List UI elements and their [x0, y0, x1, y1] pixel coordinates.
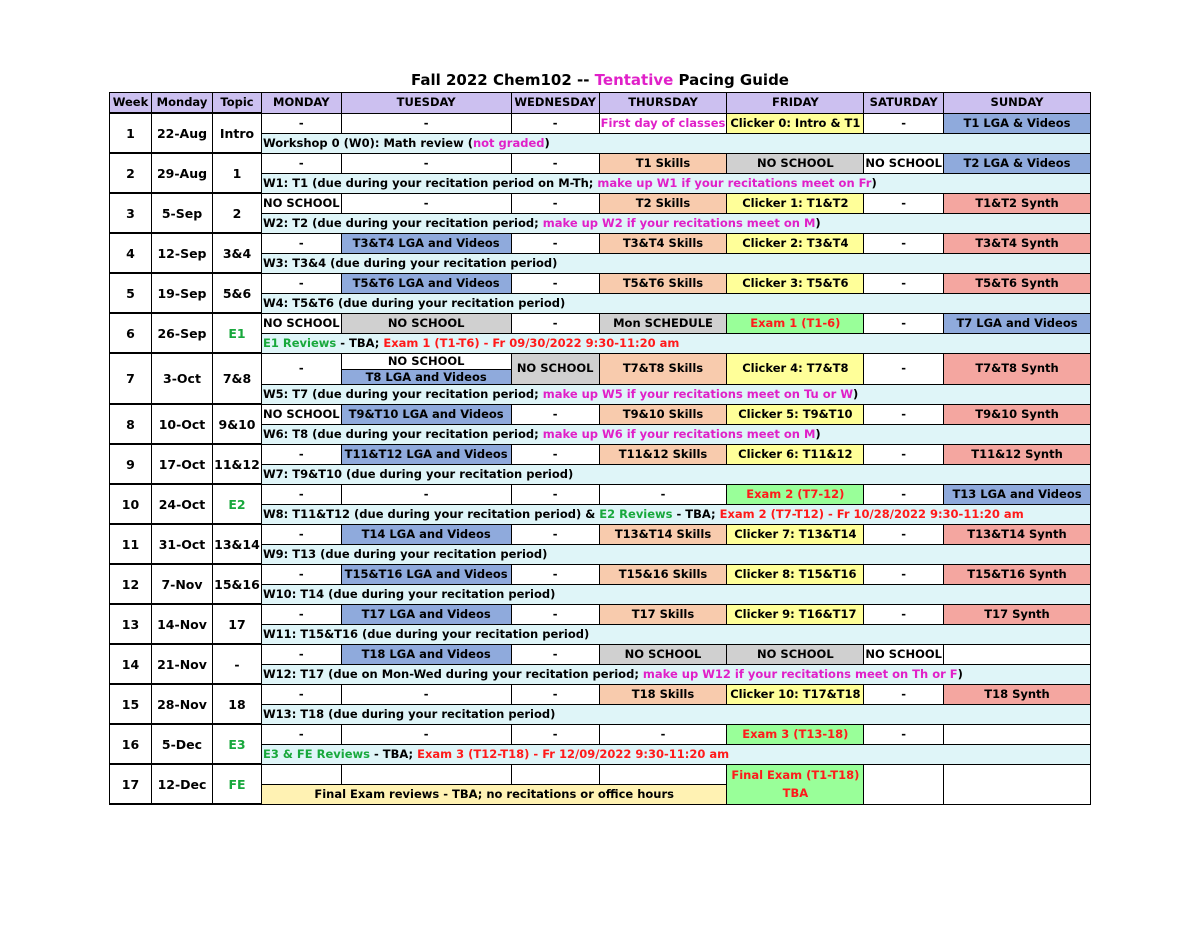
cell-fri: Clicker 7: T13&T14	[727, 524, 864, 544]
header-monday-date: Monday	[152, 93, 213, 114]
cell-sat: -	[864, 353, 944, 384]
page-title	[110, 68, 1091, 93]
week-topic: Intro	[213, 113, 262, 153]
cell-mon: -	[262, 604, 342, 624]
cell-tue: T5&T6 LGA and Videos	[341, 273, 511, 293]
cell-sat: -	[864, 604, 944, 624]
week-monday-date: 5-Sep	[152, 193, 213, 233]
week-topic: 15&16	[213, 564, 262, 604]
week-monday-date: 29-Aug	[152, 153, 213, 193]
cell-fri: Clicker 8: T15&T16	[727, 564, 864, 584]
cell-tue: T15&T16 LGA and Videos	[341, 564, 511, 584]
week-note	[262, 293, 1091, 313]
cell-fri: Clicker 2: T3&T4	[727, 233, 864, 253]
cell-wed: -	[511, 444, 599, 464]
cell-tue: -	[341, 153, 511, 173]
week-topic: 3&4	[213, 233, 262, 273]
cell-tue: -	[341, 724, 511, 744]
week-monday-date: 3-Oct	[152, 353, 213, 404]
week-row	[110, 193, 1091, 213]
cell-thu: T1 Skills	[599, 153, 727, 173]
week-note-segment: )	[957, 666, 963, 681]
week-note-segment: W11: T15&T16 (due during your recitation period)	[263, 626, 590, 641]
week-note-segment: make up W12 if your recitations meet on Th or F	[642, 666, 958, 681]
cell-thu: T3&T4 Skills	[599, 233, 727, 253]
week-number: 14	[110, 644, 152, 684]
cell-sat: -	[864, 273, 944, 293]
cell-sat: -	[864, 313, 944, 333]
cell-tue: NO SCHOOL	[341, 313, 511, 333]
week-note-segment: W10: T14 (due during your recitation period)	[263, 586, 556, 601]
week-monday-date: 10-Oct	[152, 404, 213, 444]
week-note-segment: make up W6 if your recitations meet on M	[542, 426, 816, 441]
week-row	[110, 524, 1091, 544]
cell-wed: -	[511, 604, 599, 624]
cell-fri: Clicker 1: T1&T2	[727, 193, 864, 213]
cell-sun	[944, 724, 1091, 744]
week-topic: FE	[213, 764, 262, 804]
header-sun: SUNDAY	[944, 93, 1091, 114]
cell-thu: T13&T14 Skills	[599, 524, 727, 544]
week-note-segment: make up W2 if your recitations meet on M	[542, 215, 816, 230]
cell-fri: Clicker 6: T11&12	[727, 444, 864, 464]
week-number: 9	[110, 444, 152, 484]
week-note-segment: )	[815, 215, 821, 230]
cell-fri: Clicker 3: T5&T6	[727, 273, 864, 293]
header-tue: TUESDAY	[341, 93, 511, 114]
week-monday-date: 19-Sep	[152, 273, 213, 313]
week-note-segment: E1 Reviews	[263, 335, 337, 350]
cell-sun: T15&T16 Synth	[944, 564, 1091, 584]
header-topic: Topic	[213, 93, 262, 114]
week-row	[110, 113, 1091, 133]
cell-fri: NO SCHOOL	[727, 644, 864, 664]
cell-sun: T13&T14 Synth	[944, 524, 1091, 544]
week-number: 15	[110, 684, 152, 724]
cell-sun	[944, 764, 1091, 804]
week-monday-date: 21-Nov	[152, 644, 213, 684]
week-row	[110, 153, 1091, 173]
week-row	[110, 564, 1091, 584]
week-topic: E3	[213, 724, 262, 764]
cell-wed: -	[511, 564, 599, 584]
week-row	[110, 353, 1091, 384]
cell-tue: T11&T12 LGA and Videos	[341, 444, 511, 464]
cell-sat: -	[864, 564, 944, 584]
week-note-segment: E3 & FE Reviews	[263, 746, 370, 761]
cell-thu: First day of classes	[599, 113, 727, 133]
cell-tue: T14 LGA and Videos	[341, 524, 511, 544]
cell-tue: T18 LGA and Videos	[341, 644, 511, 664]
cell-fri: Clicker 10: T17&T18	[727, 684, 864, 704]
week-note-segment: W3: T3&4 (due during your recitation period)	[263, 255, 558, 270]
cell-sat: NO SCHOOL	[864, 644, 944, 664]
week-note-segment: - TBA;	[336, 335, 384, 350]
week-monday-date: 26-Sep	[152, 313, 213, 353]
cell-wed: -	[511, 193, 599, 213]
cell-thu: -	[599, 724, 727, 744]
week-number: 13	[110, 604, 152, 644]
cell-tue: -	[341, 193, 511, 213]
cell-wed: -	[511, 524, 599, 544]
cell-wed: -	[511, 404, 599, 424]
cell-mon: NO SCHOOL	[262, 193, 342, 213]
week-monday-date: 22-Aug	[152, 113, 213, 153]
cell-tue: T9&T10 LGA and Videos	[341, 404, 511, 424]
cell-thu: T15&16 Skills	[599, 564, 727, 584]
week-note-segment: W1: T1 (due during your recitation period on M-Th;	[263, 175, 598, 190]
cell-thu: NO SCHOOL	[599, 644, 727, 664]
week-number: 16	[110, 724, 152, 764]
week-note	[262, 584, 1091, 604]
week-number: 4	[110, 233, 152, 273]
week-topic: 9&10	[213, 404, 262, 444]
week-note-segment: make up W1 if your recitations meet on Fr	[597, 175, 872, 190]
cell-thu: Mon SCHEDULE	[599, 313, 727, 333]
cell-mon: -	[262, 644, 342, 664]
cell-tue: -	[341, 484, 511, 504]
cell-mon: -	[262, 724, 342, 744]
cell-sat: -	[864, 684, 944, 704]
cell-sun	[944, 644, 1091, 664]
week-row	[110, 764, 1091, 784]
week-monday-date: 7-Nov	[152, 564, 213, 604]
week-note	[262, 544, 1091, 564]
cell-tue: T17 LGA and Videos	[341, 604, 511, 624]
week-topic: 5&6	[213, 273, 262, 313]
week-note-segment: Exam 1 (T1-T6) - Fr 09/30/2022 9:30-11:20 am	[383, 335, 680, 350]
week-monday-date: 12-Dec	[152, 764, 213, 804]
week-note-segment: - TBA;	[369, 746, 418, 761]
header-sat: SATURDAY	[864, 93, 944, 114]
cell-sun: T1 LGA & Videos	[944, 113, 1091, 133]
cell-fri: Exam 2 (T7-12)	[727, 484, 864, 504]
week-note-segment: - TBA;	[672, 506, 720, 521]
week-note-segment: )	[871, 175, 877, 190]
week-topic: 17	[213, 604, 262, 644]
cell-fri: Clicker 4: T7&T8	[727, 353, 864, 384]
header-fri: FRIDAY	[727, 93, 864, 114]
week-row	[110, 644, 1091, 664]
week-number: 3	[110, 193, 152, 233]
cell-mon: -	[262, 153, 342, 173]
cell-wed: -	[511, 113, 599, 133]
cell-mon: -	[262, 444, 342, 464]
week-topic: E2	[213, 484, 262, 524]
cell-mon: -	[262, 353, 342, 384]
week-row	[110, 724, 1091, 744]
week-topic: -	[213, 644, 262, 684]
cell-wed: -	[511, 313, 599, 333]
week-number: 5	[110, 273, 152, 313]
week-number: 17	[110, 764, 152, 804]
week-topic: 2	[213, 193, 262, 233]
week-number: 6	[110, 313, 152, 353]
cell-sun: T2 LGA & Videos	[944, 153, 1091, 173]
week-number: 7	[110, 353, 152, 404]
week-note-segment: W5: T7 (due during your recitation period;	[263, 386, 543, 401]
cell-mon: -	[262, 113, 342, 133]
cell-sun: T7 LGA and Videos	[944, 313, 1091, 333]
cell-wed: -	[511, 153, 599, 173]
week-note-segment: W6: T8 (due during your recitation period;	[263, 426, 543, 441]
week-note	[262, 704, 1091, 724]
pacing-guide-table	[109, 68, 1091, 805]
week-row	[110, 684, 1091, 704]
final-exam-tba: TBA	[782, 786, 809, 800]
cell-sun: T9&10 Synth	[944, 404, 1091, 424]
week-topic: 18	[213, 684, 262, 724]
cell-sat	[864, 764, 944, 804]
cell-fri: Clicker 5: T9&T10	[727, 404, 864, 424]
week-note	[262, 424, 1091, 444]
cell-sat: -	[864, 524, 944, 544]
week-note-segment: W9: T13 (due during your recitation period)	[263, 546, 548, 561]
cell-sun: T1&T2 Synth	[944, 193, 1091, 213]
week-row	[110, 404, 1091, 424]
cell-sun: T13 LGA and Videos	[944, 484, 1091, 504]
cell-fri: Exam 3 (T13-18)	[727, 724, 864, 744]
cell-sat: -	[864, 484, 944, 504]
header-wed: WEDNESDAY	[511, 93, 599, 114]
week-note-segment: )	[544, 135, 550, 150]
week-topic: 1	[213, 153, 262, 193]
week-note-segment: Workshop 0 (W0): Math review (	[263, 135, 473, 150]
cell-thu: T7&T8 Skills	[599, 353, 727, 384]
cell-sat: -	[864, 724, 944, 744]
week-monday-date: 17-Oct	[152, 444, 213, 484]
week-row	[110, 604, 1091, 624]
week-monday-date: 28-Nov	[152, 684, 213, 724]
cell-sat: -	[864, 113, 944, 133]
cell-thu: T11&12 Skills	[599, 444, 727, 464]
week-number: 11	[110, 524, 152, 564]
cell-sun: T3&T4 Synth	[944, 233, 1091, 253]
cell-thu: T2 Skills	[599, 193, 727, 213]
cell-mon: -	[262, 233, 342, 253]
week-row	[110, 233, 1091, 253]
week-note	[262, 384, 1091, 404]
title-tentative: Tentative	[594, 70, 674, 89]
week-row	[110, 444, 1091, 464]
cell-tue-bottom: T8 LGA and Videos	[342, 370, 511, 384]
cell-sat: -	[864, 233, 944, 253]
week-note	[262, 664, 1091, 684]
cell-thu: T5&T6 Skills	[599, 273, 727, 293]
cell-wed: -	[511, 233, 599, 253]
title-suffix: Pacing Guide	[673, 70, 789, 89]
cell-sun: T7&T8 Synth	[944, 353, 1091, 384]
cell-thu: -	[599, 484, 727, 504]
week-note: Final Exam reviews - TBA; no recitations or office hours	[262, 784, 727, 804]
week-note	[262, 624, 1091, 644]
week-number: 10	[110, 484, 152, 524]
cell-mon	[262, 764, 342, 784]
header-mon: MONDAY	[262, 93, 342, 114]
cell-wed: -	[511, 484, 599, 504]
cell-wed: -	[511, 644, 599, 664]
cell-thu: T18 Skills	[599, 684, 727, 704]
header-thu: THURSDAY	[599, 93, 727, 114]
week-note-segment: W13: T18 (due during your recitation period)	[263, 706, 556, 721]
cell-thu: T9&10 Skills	[599, 404, 727, 424]
cell-mon: NO SCHOOL	[262, 404, 342, 424]
cell-tue: -	[341, 113, 511, 133]
cell-sat: -	[864, 193, 944, 213]
cell-tue: T3&T4 LGA and Videos	[341, 233, 511, 253]
cell-wed	[511, 764, 599, 784]
week-topic: E1	[213, 313, 262, 353]
cell-wed: -	[511, 724, 599, 744]
week-note	[262, 333, 1091, 353]
week-note	[262, 173, 1091, 193]
cell-tue	[341, 764, 511, 784]
week-note-segment: make up W5 if your recitations meet on Tu or W	[542, 386, 854, 401]
cell-mon: -	[262, 524, 342, 544]
cell-wed: NO SCHOOL	[511, 353, 599, 384]
cell-mon: -	[262, 684, 342, 704]
week-row	[110, 273, 1091, 293]
cell-sun: T17 Synth	[944, 604, 1091, 624]
cell-sat: -	[864, 444, 944, 464]
week-note-segment: E2 Reviews	[599, 506, 673, 521]
week-note-segment: W4: T5&T6 (due during your recitation period)	[263, 295, 566, 310]
week-row	[110, 484, 1091, 504]
week-note-segment: W12: T17 (due on Mon-Wed during your recitation period;	[263, 666, 643, 681]
week-note-segment: )	[815, 426, 821, 441]
cell-tue-top: NO SCHOOL	[342, 354, 511, 370]
week-note-segment: W7: T9&T10 (due during your recitation period)	[263, 466, 574, 481]
week-monday-date: 31-Oct	[152, 524, 213, 564]
week-note	[262, 253, 1091, 273]
week-monday-date: 24-Oct	[152, 484, 213, 524]
week-monday-date: 12-Sep	[152, 233, 213, 273]
cell-fri: Clicker 0: Intro & T1	[727, 113, 864, 133]
cell-mon: NO SCHOOL	[262, 313, 342, 333]
week-monday-date: 5-Dec	[152, 724, 213, 764]
week-topic: 13&14	[213, 524, 262, 564]
cell-sun: T5&T6 Synth	[944, 273, 1091, 293]
cell-sat: -	[864, 404, 944, 424]
cell-mon: -	[262, 484, 342, 504]
week-row	[110, 313, 1091, 333]
week-note	[262, 464, 1091, 484]
cell-fri: Exam 1 (T1-6)	[727, 313, 864, 333]
week-note	[262, 744, 1091, 764]
week-note	[262, 504, 1091, 524]
week-number: 12	[110, 564, 152, 604]
week-note-segment: W8: T11&T12 (due during your recitation period) &	[263, 506, 600, 521]
week-note	[262, 213, 1091, 233]
cell-wed: -	[511, 684, 599, 704]
week-monday-date: 14-Nov	[152, 604, 213, 644]
cell-sun: T11&12 Synth	[944, 444, 1091, 464]
cell-fri: NO SCHOOL	[727, 153, 864, 173]
week-topic: 7&8	[213, 353, 262, 404]
cell-fri: Clicker 9: T16&T17	[727, 604, 864, 624]
week-number: 8	[110, 404, 152, 444]
header-week: Week	[110, 93, 152, 114]
final-exam-title: Final Exam (T1-T18)	[731, 768, 860, 782]
week-note-segment: )	[853, 386, 859, 401]
week-note	[262, 133, 1091, 153]
week-number: 2	[110, 153, 152, 193]
week-number: 1	[110, 113, 152, 153]
final-exam-cell	[727, 764, 864, 804]
cell-wed: -	[511, 273, 599, 293]
cell-tue	[341, 353, 511, 384]
week-topic: 11&12	[213, 444, 262, 484]
week-note-segment: not graded	[472, 135, 545, 150]
cell-mon: -	[262, 564, 342, 584]
header-row	[110, 93, 1091, 114]
week-note-segment: W2: T2 (due during your recitation period;	[263, 215, 543, 230]
title-text: Fall 2022 Chem102 --	[411, 70, 595, 89]
cell-sun: T18 Synth	[944, 684, 1091, 704]
cell-thu	[599, 764, 727, 784]
cell-sat: NO SCHOOL	[864, 153, 944, 173]
week-note-segment: Exam 2 (T7-T12) - Fr 10/28/2022 9:30-11:20 am	[719, 506, 1024, 521]
week-note-segment: Exam 3 (T12-T18) - Fr 12/09/2022 9:30-11:20 am	[417, 746, 730, 761]
cell-tue: -	[341, 684, 511, 704]
cell-mon: -	[262, 273, 342, 293]
cell-thu: T17 Skills	[599, 604, 727, 624]
